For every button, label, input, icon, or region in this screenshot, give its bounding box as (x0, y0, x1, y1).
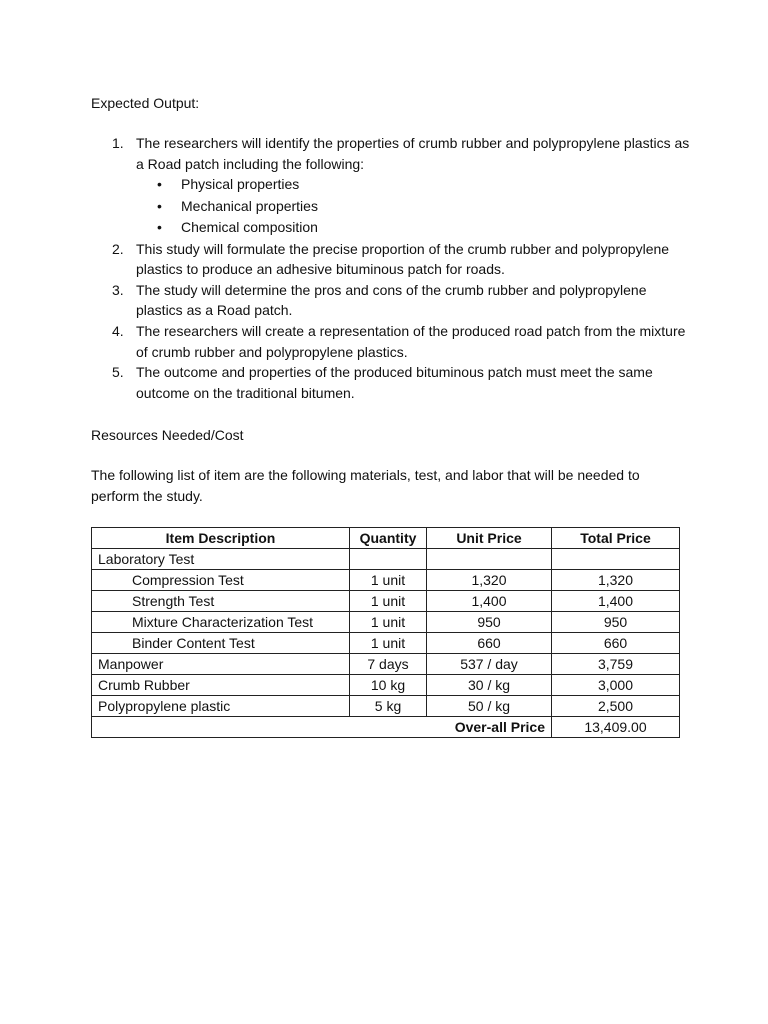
bullet-icon: • (157, 197, 162, 214)
table-row (92, 612, 680, 633)
bullet-text: Mechanical properties (181, 197, 318, 214)
table-cell (350, 549, 427, 570)
overall-total-row (92, 717, 680, 738)
item-unit-price: 660 (427, 633, 552, 654)
item-unit-price: 1,320 (427, 570, 552, 591)
resources-intro: The following list of item are the following materials, test, and labor that will be needed to perform the study. (91, 467, 640, 504)
bullet-item (136, 196, 691, 218)
cost-table (91, 527, 680, 738)
bullet-icon: • (157, 219, 162, 236)
bullet-text: Chemical composition (181, 219, 318, 236)
list-item (91, 239, 691, 280)
item-quantity: 1 unit (350, 591, 427, 612)
overall-price-label: Over-all Price (92, 717, 552, 738)
list-item-text: The outcome and properties of the produced bituminous patch must meet the same outcome on the traditional bitumen. (136, 364, 653, 401)
item-quantity: 1 unit (350, 612, 427, 633)
item-total-price: 3,000 (552, 675, 680, 696)
list-item-text: The researchers will create a representation of the produced road patch from the mixture of crumb rubber and polypropylene plastics. (136, 323, 686, 360)
item-total-price: 1,400 (552, 591, 680, 612)
expected-output-list (91, 133, 691, 403)
list-number: 2. (112, 240, 124, 257)
property-bullet-list (136, 174, 691, 239)
item-description: Polypropylene plastic (92, 696, 350, 717)
list-item-text: The study will determine the pros and cons of the crumb rubber and polypropylene plastics as a Road patch. (136, 281, 647, 319)
item-description: Manpower (92, 654, 350, 675)
item-quantity: 10 kg (350, 675, 427, 696)
list-item (91, 362, 691, 403)
header-total-price: Total Price (552, 528, 680, 549)
overall-price-value: 13,409.00 (552, 717, 680, 738)
table-row (92, 570, 680, 591)
item-total-price: 2,500 (552, 696, 680, 717)
group-label: Laboratory Test (92, 549, 350, 570)
table-row (92, 549, 680, 570)
item-description: Mixture Characterization Test (92, 612, 350, 633)
table-header-row (92, 528, 680, 549)
bullet-item (136, 174, 691, 196)
item-total-price: 1,320 (552, 570, 680, 591)
item-total-price: 660 (552, 633, 680, 654)
list-item (91, 321, 691, 362)
header-item-description: Item Description (92, 528, 350, 549)
item-description: Compression Test (92, 570, 350, 591)
list-item (91, 280, 691, 321)
bullet-item (136, 217, 691, 239)
item-unit-price: 537 / day (427, 654, 552, 675)
list-item (91, 133, 691, 239)
table-cell (552, 549, 680, 570)
list-item-text: The researchers will identify the properties of crumb rubber and polypropylene plastics as a Road patch including the following: (136, 135, 690, 172)
bullet-icon: • (157, 176, 162, 193)
item-unit-price: 30 / kg (427, 675, 552, 696)
list-number: 1. (112, 135, 124, 151)
table-cell (427, 549, 552, 570)
item-description: Crumb Rubber (92, 675, 350, 696)
item-description: Binder Content Test (92, 633, 350, 654)
list-item-text: This study will formulate the precise proportion of the crumb rubber and polypropylene plastics to produce an adhesive bituminous patch for roads. (136, 240, 670, 278)
list-number: 4. (112, 323, 124, 340)
item-total-price: 3,759 (552, 654, 680, 675)
header-unit-price: Unit Price (427, 528, 552, 549)
item-unit-price: 950 (427, 612, 552, 633)
table-row (92, 696, 680, 717)
item-unit-price: 50 / kg (427, 696, 552, 717)
table-row (92, 675, 680, 696)
item-unit-price: 1,400 (427, 591, 552, 612)
table-row (92, 633, 680, 654)
item-description: Strength Test (92, 591, 350, 612)
list-number: 3. (112, 281, 124, 298)
expected-output-heading: Expected Output: (91, 95, 200, 111)
item-quantity: 1 unit (350, 633, 427, 654)
header-quantity: Quantity (350, 528, 427, 549)
table-row (92, 654, 680, 675)
bullet-text: Physical properties (181, 176, 300, 193)
item-quantity: 5 kg (350, 696, 427, 717)
list-number: 5. (112, 364, 124, 381)
table-row (92, 591, 680, 612)
resources-heading: Resources Needed/Cost (91, 427, 244, 443)
item-quantity: 1 unit (350, 570, 427, 591)
item-total-price: 950 (552, 612, 680, 633)
item-quantity: 7 days (350, 654, 427, 675)
